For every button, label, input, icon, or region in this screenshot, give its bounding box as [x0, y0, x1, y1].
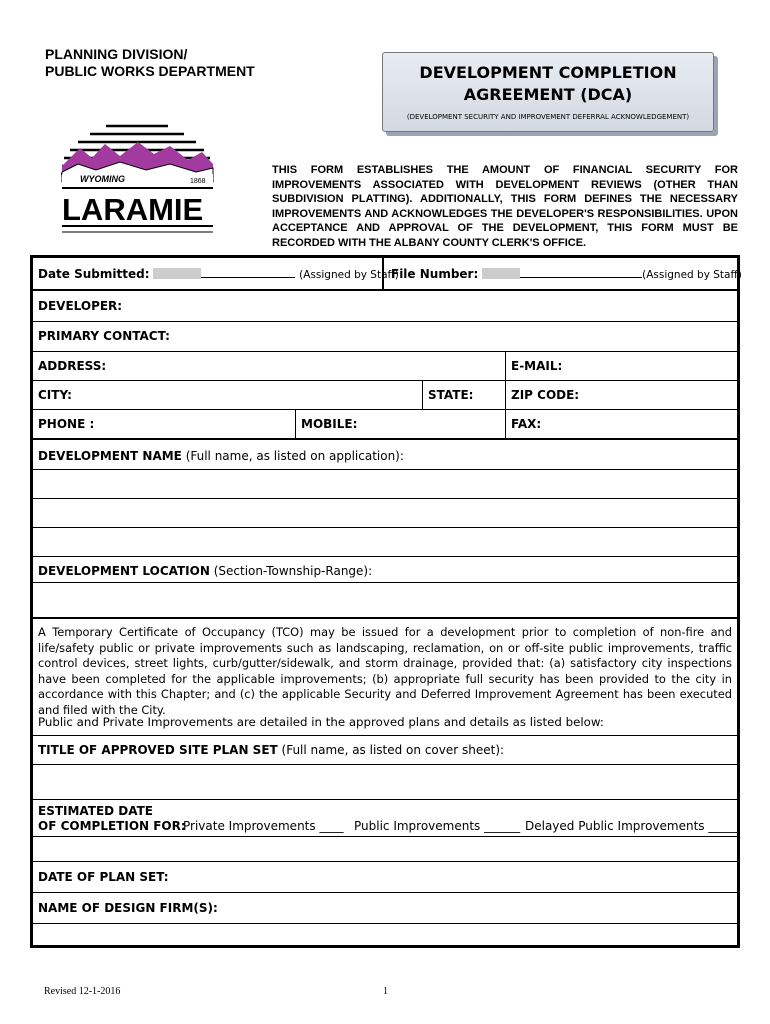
row-development-location: [33, 557, 737, 583]
state-label: STATE:: [428, 388, 474, 402]
file-number-label: File Number:: [391, 267, 479, 281]
row-primary-contact: [33, 322, 737, 352]
application-form: [30, 255, 740, 948]
row-date-of-plan-set: [33, 862, 737, 893]
design-firm-input[interactable]: [33, 924, 737, 946]
row-phone: [33, 410, 737, 440]
divider: [382, 258, 384, 290]
svg-text:1868: 1868: [190, 178, 206, 185]
row-address: [33, 352, 737, 381]
form-introduction: THIS FORM ESTABLISHES THE AMOUNT OF FINANCIAL SECURITY FOR IMPROVEMENTS ASSOCIATED WITH DEVELOPMENT REVIEWS (OTHER THAN SUBDIVISION PLATTING). ADDITIONALLY, THIS FORM DEFINES THE NECESSARY IMPROVEMENTS AND ACKNOWLEDGES THE DEVELOPER'S RESPONSIBILITIES. UPON ACCEPTANCE AND APPROVAL OF THE DEVELOPMENT, THIS FORM MUST BE RECORDED WITH THE ALBANY COUNTY CLERK'S OFFICE.: [272, 164, 738, 249]
primary-contact-label: PRIMARY CONTACT:: [38, 329, 170, 343]
department-line-1: PLANNING DIVISION/: [45, 46, 188, 62]
date-of-plan-set-label: DATE OF PLAN SET:: [38, 870, 169, 884]
mobile-label: MOBILE:: [301, 417, 358, 431]
improvements-note: Public and Private Improvements are detailed in the approved plans and details as listed below:: [38, 715, 604, 729]
department-heading: [45, 46, 255, 80]
svg-text:WYOMING: WYOMING: [80, 174, 125, 184]
revision-date: Revised 12-1-2016: [44, 986, 121, 997]
site-plan-title-label: TITLE OF APPROVED SITE PLAN SET (Full name, as listed on cover sheet):: [38, 743, 505, 757]
department-line-2: PUBLIC WORKS DEPARTMENT: [45, 63, 255, 79]
row-design-firm: [33, 893, 737, 924]
row-submission: [33, 258, 742, 291]
file-number-input[interactable]: [482, 268, 520, 279]
form-subtitle: (DEVELOPMENT SECURITY AND IMPROVEMENT DEFERRAL ACKNOWLEDGEMENT): [406, 113, 690, 121]
form-title-box: [382, 52, 714, 132]
development-location-label: DEVELOPMENT LOCATION (Section-Township-Range):: [38, 564, 373, 578]
assigned-by-staff-1: (Assigned by Staff): [299, 269, 399, 281]
private-improvements-field[interactable]: Private Improvements ____: [183, 819, 344, 833]
address-label: ADDRESS:: [38, 359, 107, 373]
svg-text:LARAMIE: LARAMIE: [62, 192, 204, 227]
site-plan-title-input[interactable]: [33, 765, 737, 800]
row-developer: [33, 292, 737, 322]
email-label: E-MAIL:: [511, 359, 563, 373]
row-tco: [33, 619, 737, 717]
estimated-date-label: ESTIMATED DATE OF COMPLETION FOR:: [38, 804, 186, 833]
development-name-input-1[interactable]: [33, 470, 737, 499]
row-site-plan-title: [33, 736, 737, 765]
date-submitted-field[interactable]: [33, 258, 399, 290]
development-location-input[interactable]: [33, 583, 737, 619]
row-city: [33, 381, 737, 410]
development-name-input-3[interactable]: [33, 528, 737, 557]
date-submitted-label: Date Submitted:: [38, 267, 150, 281]
fax-label: FAX:: [511, 417, 542, 431]
development-name-label: DEVELOPMENT NAME (Full name, as listed on application):: [38, 449, 404, 463]
date-submitted-input[interactable]: [153, 268, 201, 279]
assigned-by-staff-2: (Assigned by Staff): [642, 269, 742, 281]
estimated-date-input[interactable]: [33, 837, 737, 862]
zip-label: ZIP CODE:: [511, 388, 580, 402]
row-estimated-date: [33, 800, 737, 837]
form-title-line-1: DEVELOPMENT COMPLETION: [419, 63, 677, 82]
delayed-public-improvements-field[interactable]: Delayed Public Improvements _____: [525, 819, 739, 833]
phone-label: PHONE :: [38, 417, 95, 431]
row-development-name: [33, 440, 737, 470]
laramie-logo: [50, 118, 220, 238]
row-improvements-note: [33, 710, 737, 736]
developer-label: DEVELOPER:: [38, 299, 123, 313]
form-title-line-2: AGREEMENT (DCA): [463, 85, 633, 104]
tco-paragraph: A Temporary Certificate of Occupancy (TCO) may be issued for a development prior to completion of non-fire and life/safety public or private improvements such as landscaping, reclamation, on or off-site public improvements, traffic control devices, street lights, curb/gutter/sidewalk, and storm drainage, provided that: (a) satisfactory city inspections have been completed for the applicable improvements; (b) appropriate full security has been provided to the city in accordance with this Chapter; and (c) the applicable Security and Deferred Improvement Agreement has been executed and filed with the City.: [38, 625, 732, 717]
city-label: CITY:: [38, 388, 72, 402]
design-firm-label: NAME OF DESIGN FIRM(S):: [38, 901, 218, 915]
development-name-input-2[interactable]: [33, 499, 737, 528]
page-number: 1: [383, 986, 388, 997]
file-number-field[interactable]: [386, 258, 742, 290]
public-improvements-field[interactable]: Public Improvements ______: [354, 819, 521, 833]
